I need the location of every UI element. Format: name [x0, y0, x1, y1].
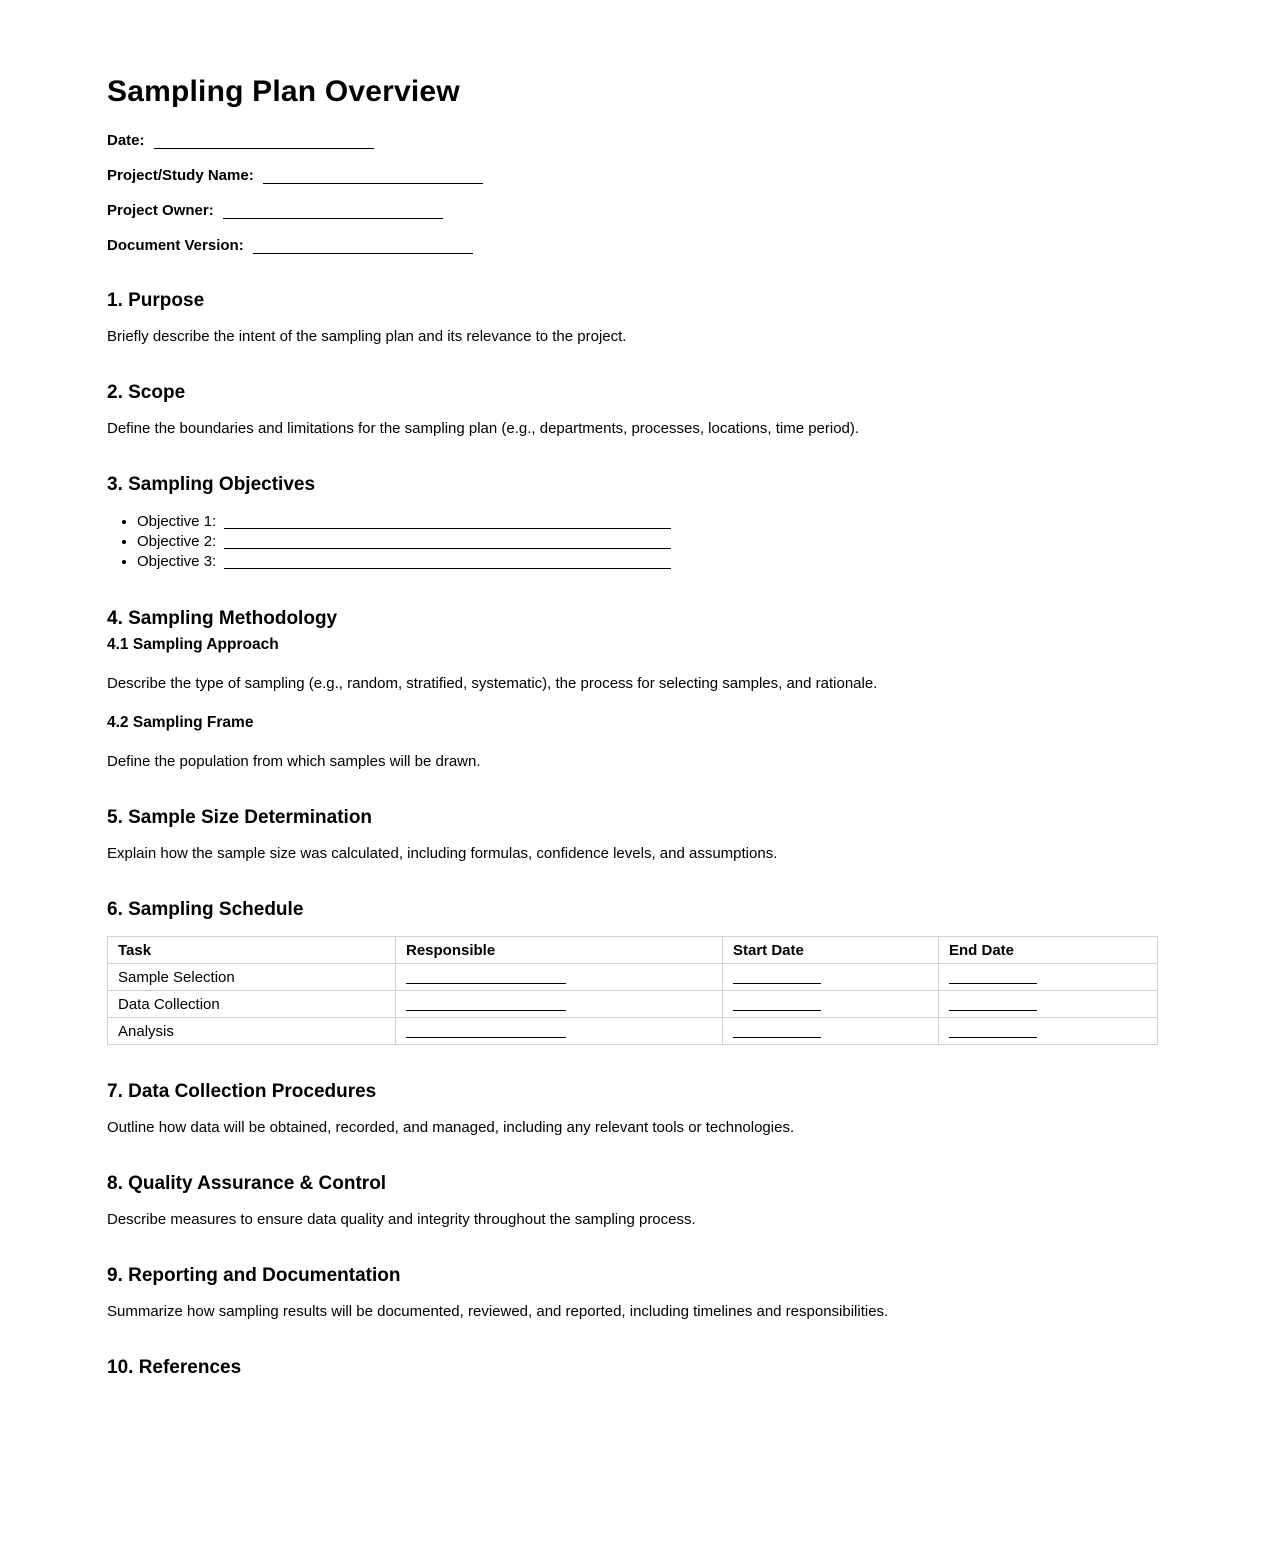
document-version-blank-line[interactable] [253, 253, 473, 254]
section-sampling-schedule [107, 900, 1157, 1046]
section-sampling-objectives [107, 475, 1157, 572]
purpose-body: Briefly describe the intent of the sampling plan and its relevance to the project. [107, 327, 627, 345]
section-sampling-methodology [107, 609, 1157, 771]
sampling-approach-heading: 4.1 Sampling Approach [107, 635, 279, 653]
objective-item [137, 552, 1157, 572]
objectives-list [107, 512, 1157, 572]
sample-size-heading: 5. Sample Size Determination [107, 806, 373, 828]
table-header-row [108, 937, 1158, 964]
task-cell: Data Collection [108, 991, 396, 1018]
table-row [108, 964, 1158, 991]
qa-body: Describe measures to ensure data quality and integrity throughout the sampling process. [107, 1211, 696, 1229]
start-date-cell [723, 964, 939, 991]
reporting-body: Summarize how sampling results will be documented, reviewed, and reported, including timelines and responsibilities. [107, 1303, 889, 1321]
end-date-blank-line[interactable] [949, 983, 1037, 984]
responsible-cell [396, 1018, 723, 1045]
start-date-cell [723, 1018, 939, 1045]
section-sample-size [107, 808, 1157, 863]
meta-field-project-owner [107, 203, 1157, 219]
section-reporting [107, 1266, 1157, 1321]
date-label: Date: [107, 132, 145, 149]
column-header-task: Task [108, 937, 396, 964]
column-header-end-date: End Date [939, 937, 1158, 964]
section-scope [107, 383, 1157, 438]
sampling-frame-heading: 4.2 Sampling Frame [107, 713, 254, 731]
start-date-blank-line[interactable] [733, 1037, 821, 1038]
objective-2-label: Objective 2: [137, 532, 217, 550]
responsible-cell [396, 991, 723, 1018]
end-date-cell [939, 991, 1158, 1018]
meta-field-date [107, 133, 1157, 149]
section-purpose [107, 291, 1157, 346]
objective-1-label: Objective 1: [137, 512, 217, 530]
section-references [107, 1358, 1157, 1379]
schedule-table [107, 936, 1158, 1045]
project-owner-blank-line[interactable] [223, 218, 443, 219]
objective-item [137, 532, 1157, 552]
date-blank-line[interactable] [154, 148, 374, 149]
purpose-heading: 1. Purpose [107, 290, 205, 311]
scope-heading: 2. Scope [107, 381, 186, 403]
objective-item [137, 512, 1157, 532]
objective-2-blank-line[interactable] [224, 548, 671, 549]
table-row [108, 1018, 1158, 1045]
end-date-cell [939, 1018, 1158, 1045]
references-heading: 10. References [107, 1357, 242, 1379]
table-row [108, 991, 1158, 1018]
responsible-blank-line[interactable] [406, 983, 566, 984]
data-collection-heading: 7. Data Collection Procedures [107, 1081, 377, 1103]
task-cell: Analysis [108, 1018, 396, 1045]
page-title: Sampling Plan Overview [107, 75, 460, 108]
responsible-blank-line[interactable] [406, 1010, 566, 1011]
data-collection-body: Outline how data will be obtained, recorded, and managed, including any relevant tools or technologies. [107, 1119, 795, 1137]
objectives-heading: 3. Sampling Objectives [107, 473, 316, 495]
objective-3-label: Objective 3: [137, 552, 217, 570]
start-date-blank-line[interactable] [733, 1010, 821, 1011]
objective-1-blank-line[interactable] [224, 528, 671, 529]
task-cell: Sample Selection [108, 964, 396, 991]
start-date-blank-line[interactable] [733, 983, 821, 984]
section-quality-assurance [107, 1174, 1157, 1229]
project-owner-label: Project Owner: [107, 202, 214, 219]
column-header-start-date: Start Date [723, 937, 939, 964]
column-header-responsible: Responsible [396, 937, 723, 964]
sampling-approach-body: Describe the type of sampling (e.g., random, stratified, systematic), the process for selecting samples, and rationale. [107, 674, 878, 692]
qa-heading: 8. Quality Assurance & Control [107, 1173, 387, 1195]
end-date-blank-line[interactable] [949, 1037, 1037, 1038]
meta-field-project-name [107, 168, 1157, 184]
sampling-frame-body: Define the population from which samples will be drawn. [107, 752, 481, 770]
meta-field-document-version [107, 238, 1157, 254]
end-date-cell [939, 964, 1158, 991]
end-date-blank-line[interactable] [949, 1010, 1037, 1011]
methodology-heading: 4. Sampling Methodology [107, 607, 338, 629]
scope-body: Define the boundaries and limitations for the sampling plan (e.g., departments, processes, locations, time period). [107, 419, 860, 437]
sample-size-body: Explain how the sample size was calculated, including formulas, confidence levels, and assumptions. [107, 844, 778, 862]
project-name-label: Project/Study Name: [107, 167, 254, 184]
reporting-heading: 9. Reporting and Documentation [107, 1265, 401, 1287]
document-version-label: Document Version: [107, 237, 244, 254]
project-name-blank-line[interactable] [263, 183, 483, 184]
responsible-blank-line[interactable] [406, 1037, 566, 1038]
objective-3-blank-line[interactable] [224, 568, 671, 569]
schedule-heading: 6. Sampling Schedule [107, 898, 304, 920]
start-date-cell [723, 991, 939, 1018]
section-data-collection-procedures [107, 1082, 1157, 1137]
responsible-cell [396, 964, 723, 991]
